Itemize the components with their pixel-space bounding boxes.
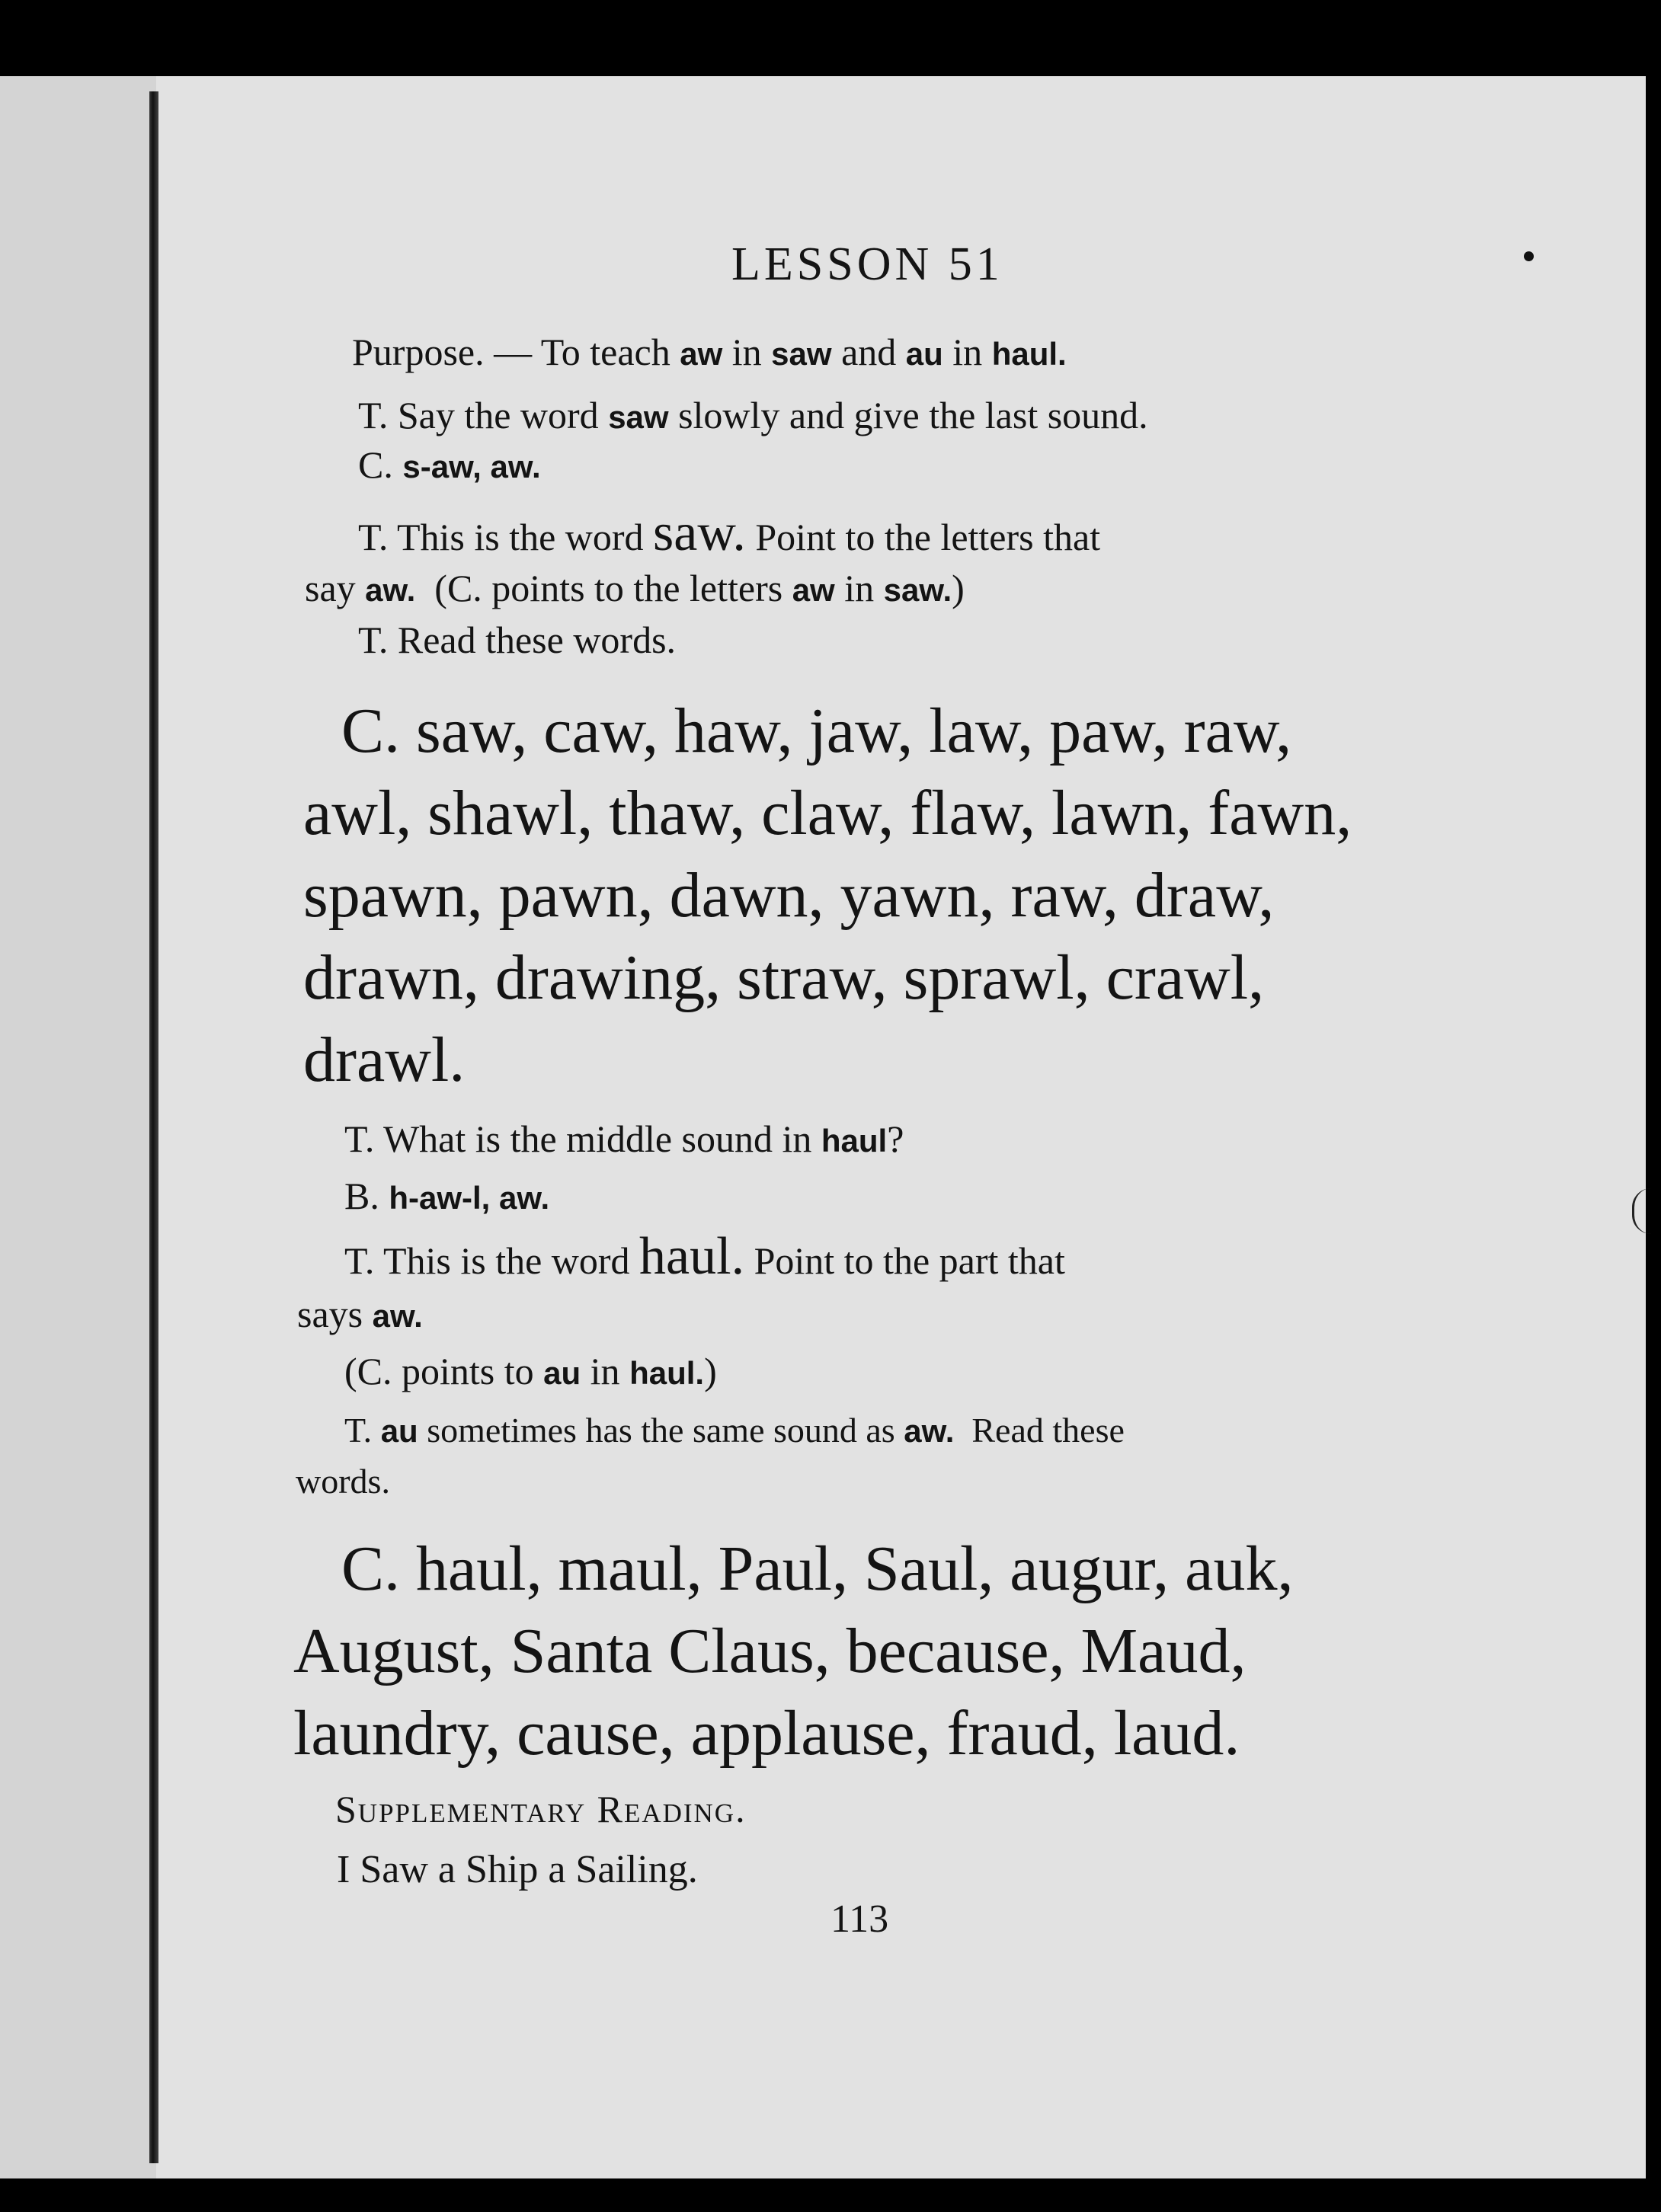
text: What is the middle sound in (382, 1117, 812, 1160)
keyword: aw. (904, 1413, 955, 1449)
teacher-line-2-continued (305, 565, 965, 613)
speaker-label: T. (344, 1239, 375, 1282)
keyword: au (380, 1413, 418, 1449)
text: says (297, 1293, 363, 1335)
child-line-1 (358, 442, 541, 490)
keyword: saw (608, 399, 669, 435)
supplementary-heading: Supplementary Reading. (335, 1788, 747, 1830)
teacher-line-5 (344, 1227, 1065, 1286)
purpose-line (352, 329, 1067, 377)
text: Say the word (397, 394, 599, 436)
speaker-label: B. (344, 1175, 379, 1217)
speaker-label: T. (358, 394, 389, 436)
text: and (841, 331, 897, 373)
au-word-list-line: August, Santa Claus, because, Maud, (293, 1616, 1247, 1686)
text: (C. points to (344, 1350, 534, 1392)
au-word-list-line: laundry, cause, applause, fraud, laud. (293, 1698, 1240, 1769)
au-word-list-line: C. haul, maul, Paul, Saul, augur, auk, (341, 1533, 1294, 1604)
aw-word-list-line: drawl. (303, 1024, 466, 1095)
purpose-label: Purpose. — To teach (352, 331, 670, 373)
aw-word-list-line: awl, shawl, thaw, claw, flaw, lawn, fawn, (303, 778, 1352, 849)
keyword: aw. (365, 572, 416, 608)
text: ) (704, 1350, 717, 1392)
supplementary-title: I Saw a Ship a Sailing. (337, 1848, 698, 1891)
text: slowly and give the last sound. (678, 394, 1148, 436)
keyword: aw (680, 336, 723, 372)
speaker-label: T. (344, 1117, 375, 1160)
text: in (952, 331, 983, 373)
ink-dot (1524, 251, 1534, 261)
previous-page-edge (0, 76, 156, 2178)
text: Read these words. (397, 619, 677, 661)
text: ) (952, 567, 965, 609)
teacher-line-6 (344, 1408, 1125, 1454)
teacher-line-6-continued: words. (296, 1462, 390, 1501)
aw-word-list-line: drawn, drawing, straw, sprawl, crawl, (303, 942, 1265, 1013)
text: sometimes has the same sound as (427, 1411, 895, 1450)
keyword: au (543, 1355, 581, 1391)
keyword: aw (792, 572, 835, 608)
speaker-label: C. (358, 443, 393, 486)
text: ? (887, 1117, 904, 1160)
teacher-line-5-continued (297, 1291, 423, 1339)
large-word: saw. (653, 503, 746, 562)
keyword: haul (821, 1123, 888, 1159)
page-number: 113 (830, 1897, 889, 1941)
keyword: s-aw, aw. (402, 449, 541, 484)
keyword: au (905, 336, 943, 372)
text: This is the word (382, 1239, 630, 1282)
aw-word-list-line: spawn, pawn, dawn, yawn, raw, draw, (303, 860, 1275, 931)
text: Point to the letters that (755, 516, 1101, 558)
teacher-line-4 (344, 1116, 904, 1164)
large-word: haul. (639, 1227, 745, 1286)
child-line-2 (344, 1348, 717, 1396)
aw-word-list-line: C. saw, caw, haw, jaw, law, paw, raw, (341, 695, 1292, 766)
b-line (344, 1173, 549, 1221)
keyword: saw (771, 336, 832, 372)
text: in (731, 331, 762, 373)
text: Read these (971, 1411, 1125, 1450)
text: This is the word (396, 516, 644, 558)
speaker-label: T. (344, 1411, 373, 1450)
keyword: haul. (991, 336, 1067, 372)
text: in (590, 1350, 620, 1392)
text: Point to the part that (754, 1239, 1065, 1282)
page-gutter (149, 91, 158, 2163)
keyword: saw. (883, 572, 952, 608)
teacher-line-3 (358, 617, 676, 663)
keyword: haul. (629, 1355, 705, 1391)
keyword: aw. (372, 1298, 423, 1334)
lesson-title: LESSON 51 (731, 238, 1003, 290)
text: (C. points to the letters (434, 567, 783, 609)
speaker-label: T. (358, 619, 389, 661)
teacher-line-2 (358, 503, 1101, 562)
text: in (844, 567, 875, 609)
text: say (305, 567, 356, 609)
teacher-line-1 (358, 392, 1148, 440)
keyword: h-aw-l, aw. (389, 1180, 550, 1216)
speaker-label: T. (358, 516, 389, 558)
